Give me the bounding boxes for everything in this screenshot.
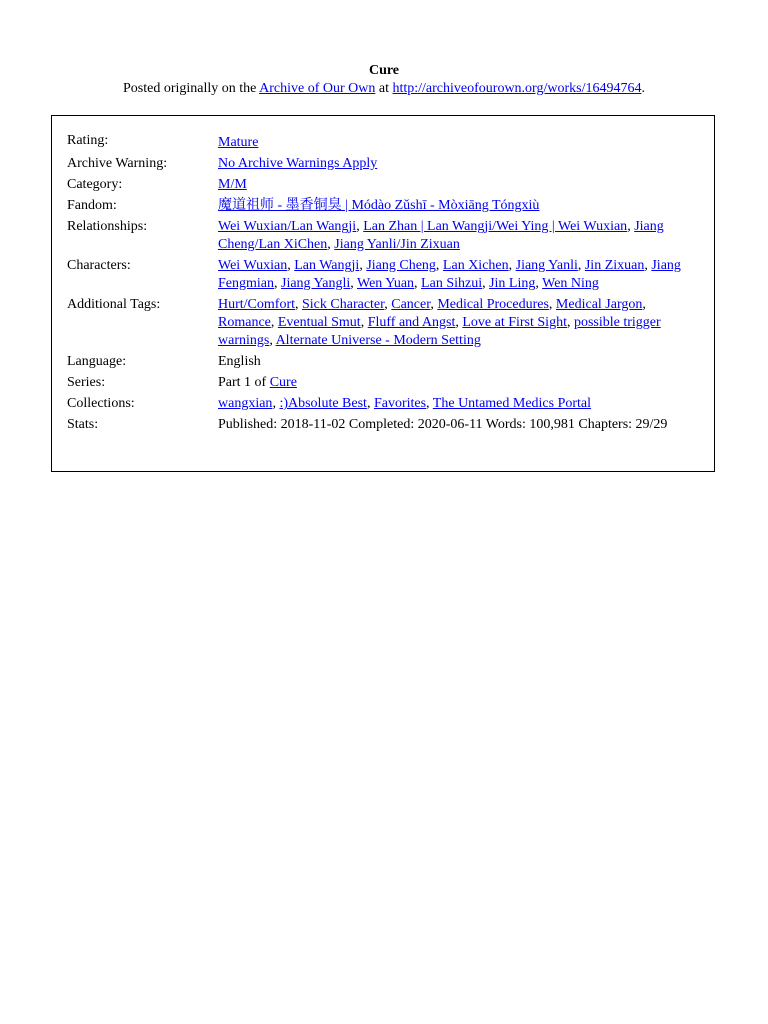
work-title: Cure [368,63,400,78]
tag-link[interactable]: Favorites [373,396,427,411]
collections-list: wangxian, :)Absolute Best, Favorites, The Untamed Medics Portal [218,396,592,411]
archive-link[interactable]: Archive of Our Own [259,81,376,96]
tag-link[interactable]: Jiang Yanli [515,258,578,273]
series-label: Series: [67,375,106,390]
language-label: Language: [67,354,127,369]
collections-row [67,395,707,413]
relationships-list: Wei Wuxian/Lan Wangji, Lan Zhan | Lan Wangji/Wei Ying | Wei Wuxian, Jiang Cheng/Lan XiChen, Jiang Yanli/Jin Zixuan [218,219,664,252]
tag-link[interactable]: Lan Sihzui [421,276,483,291]
tags-list: Hurt/Comfort, Sick Character, Cancer, Medical Procedures, Medical Jargon, Romance, Eventual Smut, Fluff and Angst, Love at First Sight, possible trigger warnings, Alternate Universe - Modern Setting [218,297,661,348]
metadata-table [67,132,707,437]
tag-link[interactable]: The Untamed Medics Portal [432,396,592,411]
tag-link[interactable]: Jin Zixuan [584,258,645,273]
category-link[interactable]: M/M [218,177,247,192]
collections-label: Collections: [67,396,135,411]
tag-link[interactable]: :)Absolute Best [279,396,367,411]
relationships-label: Relationships: [67,219,148,234]
fandom-label: Fandom: [67,198,117,213]
tag-link[interactable]: Jiang Yanli/Jin Zixuan [334,237,460,252]
characters-label: Characters: [67,258,131,273]
tag-link[interactable]: Wen Yuan [356,276,415,291]
work-header [0,62,768,98]
end-period: . [641,81,645,96]
tag-link[interactable]: Lan Xichen [442,258,509,273]
category-label: Category: [67,177,123,192]
tag-link[interactable]: Wen Ning [542,276,599,291]
tag-link[interactable]: Jiang Cheng/Lan XiChen [218,219,664,252]
warning-label: Archive Warning: [67,156,168,171]
posted-prefix: Posted originally on the [123,81,260,96]
tag-link[interactable]: Fluff and Angst [367,315,456,330]
tag-link[interactable]: Sick Character [302,297,385,312]
tag-link[interactable]: Lan Zhan | Lan Wangji/Wei Ying | Wei Wuxian [363,219,628,234]
characters-list: Wei Wuxian, Lan Wangji, Jiang Cheng, Lan Xichen, Jiang Yanli, Jin Zixuan, Jiang Fengmian, Jiang Yangli, Wen Yuan, Lan Sihzui, Jin Ling, Wen Ning [218,258,681,291]
tag-link[interactable]: Lan Wangji [294,258,360,273]
fandom-row [67,197,707,215]
tag-link[interactable]: Jiang Cheng [366,258,436,273]
characters-row [67,257,707,293]
warning-row [67,155,707,173]
warning-link[interactable]: No Archive Warnings Apply [218,156,378,171]
tag-link[interactable]: Medical Jargon [555,297,643,312]
rating-row [67,132,707,152]
tag-link[interactable]: Jiang Fengmian [218,258,681,291]
tag-link[interactable]: Hurt/Comfort [218,297,295,312]
work-metadata-box [51,115,715,472]
at-text: at [375,81,393,96]
series-row [67,374,707,392]
stats-value: Published: 2018-11-02 Completed: 2020-06-11 Words: 100,981 Chapters: 29/29 [218,417,668,432]
tag-link[interactable]: Cancer [391,297,431,312]
tag-link[interactable]: Jiang Yangli [281,276,351,291]
tag-link[interactable]: wangxian [218,396,273,411]
tag-link[interactable]: possible trigger warnings [218,315,661,348]
tag-link[interactable]: Alternate Universe - Modern Setting [275,333,481,348]
fandom-link[interactable]: 魔道祖师 - 墨香铜臭 | Módào Zǔshī - Mòxiāng Tóngxiù [218,198,540,213]
rating-label: Rating: [67,133,109,148]
relationships-row [67,218,707,254]
category-row [67,176,707,194]
tag-link[interactable]: Jin Ling [489,276,536,291]
tag-link[interactable]: Romance [218,315,271,330]
language-value: English [218,354,261,369]
stats-label: Stats: [67,417,99,432]
tags-row [67,296,707,350]
rating-link[interactable]: Mature [218,135,259,150]
tag-link[interactable]: Wei Wuxian [218,258,288,273]
work-url-link[interactable]: http://archiveofourown.org/works/16494764 [392,81,642,96]
tag-link[interactable]: Medical Procedures [437,297,549,312]
tag-link[interactable]: Eventual Smut [277,315,361,330]
series-prefix: Part 1 of [218,375,270,390]
tag-link[interactable]: Wei Wuxian/Lan Wangji [218,219,357,234]
tags-label: Additional Tags: [67,297,161,312]
language-row [67,353,707,371]
series-link[interactable]: Cure [269,375,297,390]
tag-link[interactable]: Love at First Sight [462,315,567,330]
stats-row [67,416,707,434]
posted-line [0,80,768,98]
